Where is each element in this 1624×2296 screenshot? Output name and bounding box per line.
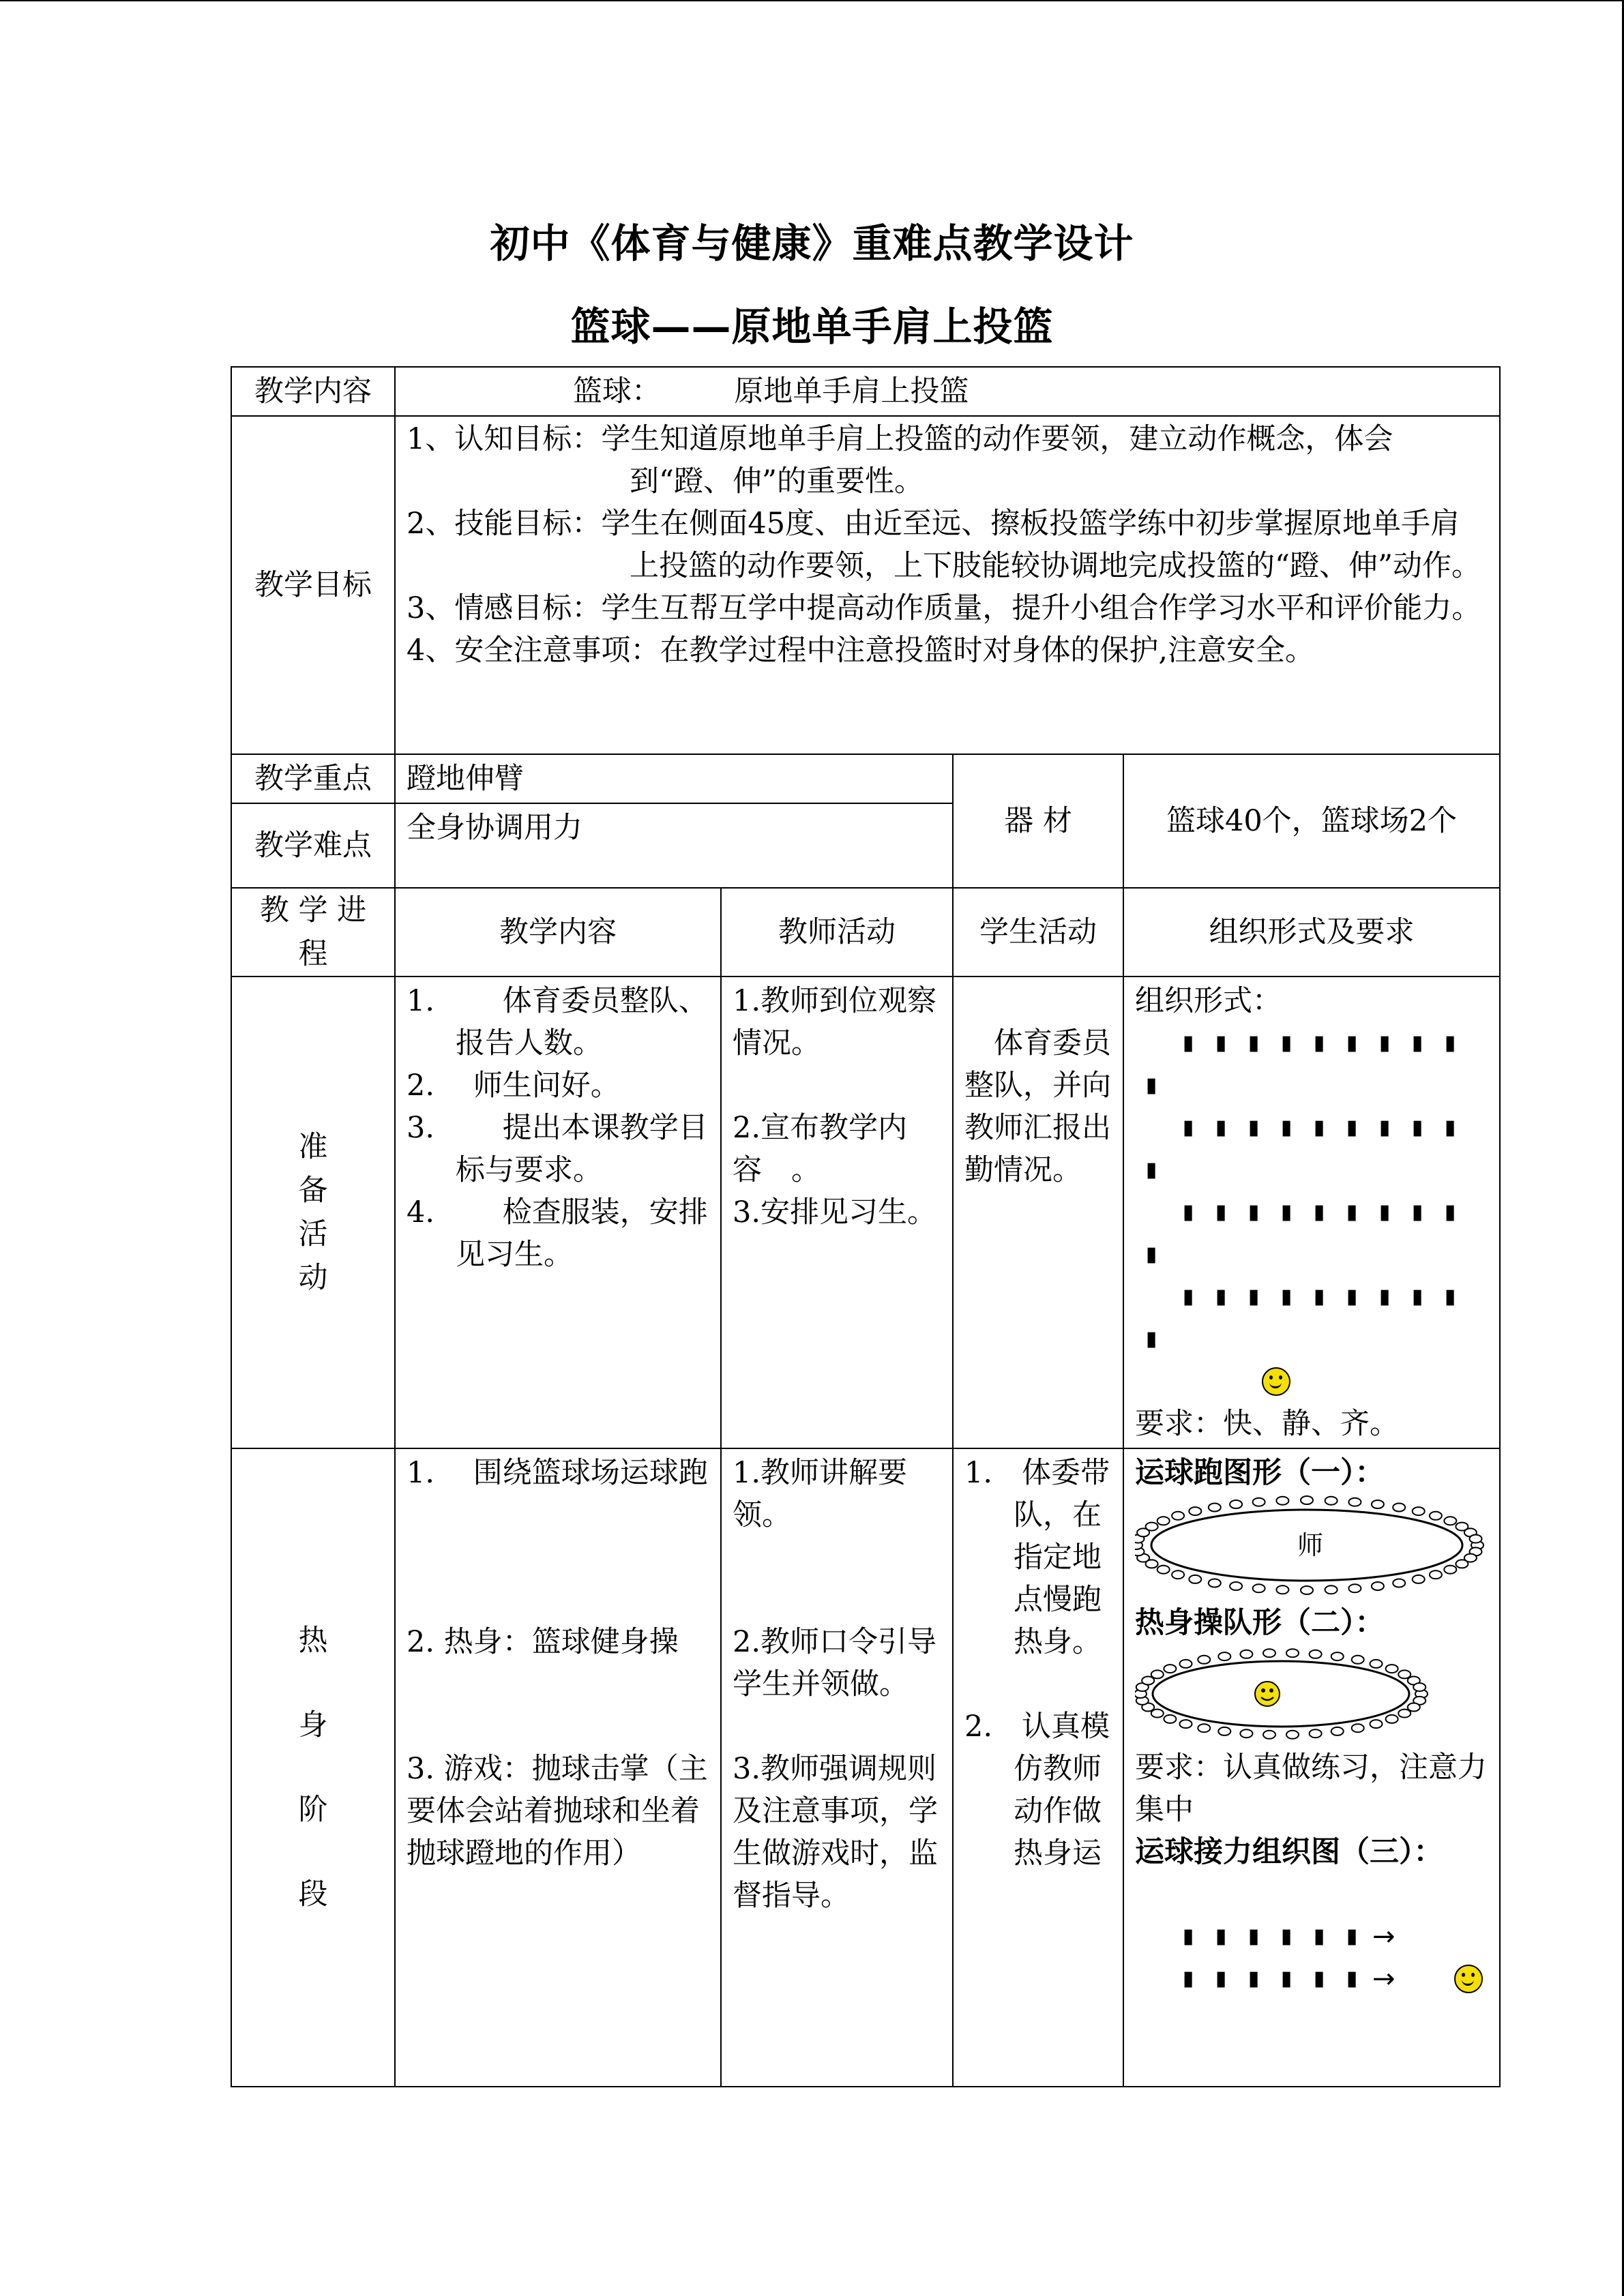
- student-marker-icon: [1470, 1535, 1482, 1543]
- header-student: 学生活动: [953, 888, 1123, 976]
- figure-1-title: 运球跑图形（一）：: [1135, 1456, 1385, 1490]
- content-value: [395, 367, 1500, 416]
- student-marker-icon: [1240, 1650, 1252, 1658]
- formation-row-tail: [1135, 1149, 1488, 1191]
- header-teacher: 教师活动: [721, 888, 953, 976]
- student-marker-icon: [1263, 1731, 1275, 1739]
- person-icon: ▮: [1346, 1200, 1358, 1224]
- list-item: 2. 师生问好。: [407, 1069, 620, 1103]
- student-marker-icon: [1230, 1500, 1242, 1508]
- formation-row: [1135, 1022, 1488, 1064]
- student-marker-icon: [1301, 1496, 1313, 1504]
- student-marker-icon: [1393, 1504, 1405, 1512]
- person-icon: ▮: [1182, 1924, 1194, 1948]
- student-marker-icon: [1413, 1575, 1425, 1583]
- student-marker-icon: [1444, 1517, 1456, 1525]
- key-point-value: 蹬地伸臂: [395, 754, 953, 803]
- student-marker-icon: [1172, 1570, 1184, 1579]
- student-marker-icon: [1393, 1579, 1405, 1587]
- person-icon: ▮: [1346, 1967, 1358, 1991]
- student-marker-icon: [1209, 1504, 1221, 1512]
- warmup-teacher: [721, 1448, 953, 2087]
- student-marker-icon: [1240, 1729, 1252, 1738]
- equipment-value: 篮球40个，篮球场2个: [1123, 754, 1500, 888]
- row-content: [231, 367, 1500, 416]
- row-process-header: [231, 888, 1500, 976]
- page-top-border: [0, 0, 1624, 1]
- student-marker-icon: [1146, 1523, 1158, 1531]
- objective-safety: 4、安全注意事项：在教学过程中注意投篮时对身体的保护,注意安全。: [407, 633, 1315, 668]
- equipment-label: 器 材: [953, 754, 1123, 888]
- key-point-label: 教学重点: [231, 754, 395, 803]
- student-marker-icon: [1352, 1656, 1364, 1664]
- figure-2-title: 热身操队形（二）：: [1135, 1606, 1385, 1640]
- student-marker-icon: [1286, 1731, 1299, 1739]
- relay-diagram: [1135, 1915, 1488, 2000]
- person-icon: ▮: [1411, 1200, 1423, 1224]
- student-marker-icon: [1198, 1724, 1210, 1732]
- person-icon: ▮: [1145, 1242, 1157, 1266]
- student-marker-icon: [1253, 1584, 1265, 1592]
- prep-content: [395, 976, 721, 1448]
- content-label: 教学内容: [231, 367, 395, 416]
- formation-oval: [1153, 1661, 1409, 1727]
- student-ring: [1135, 1649, 1428, 1739]
- objective-skill: 2、技能目标：学生在侧面45度、由近至远、擦板投篮学练中初步掌握原地单手肩上投篮的动作要领，上下肢能较协调地完成投篮的“蹬、伸”动作。: [407, 507, 1481, 583]
- person-icon: ▮: [1182, 1967, 1194, 1991]
- content-prefix: 篮球：: [573, 374, 661, 408]
- formation-row-tail: [1135, 1064, 1488, 1107]
- student-marker-icon: [1430, 1570, 1442, 1579]
- person-icon: ▮: [1182, 1285, 1194, 1309]
- row-preparation: [231, 976, 1500, 1448]
- student-marker-icon: [1151, 1670, 1164, 1678]
- dribble-run-oval-diagram: [1135, 1494, 1490, 1596]
- student-marker-icon: [1444, 1566, 1456, 1574]
- person-icon: ▮: [1280, 1031, 1293, 1055]
- student-marker-icon: [1151, 1710, 1164, 1718]
- student-marker-icon: [1218, 1652, 1230, 1660]
- list-item: 3.教师强调规则及注意事项，学生做游戏时，监督指导。: [733, 1752, 938, 1913]
- person-icon: ▮: [1145, 1073, 1157, 1097]
- list-item: 1. 体委带队，在指定地点慢跑热身。: [964, 1456, 1110, 1659]
- relay-row: [1135, 1915, 1488, 1958]
- student-marker-icon: [1157, 1517, 1170, 1525]
- person-icon: ▮: [1280, 1967, 1293, 1991]
- teacher-smiley-icon: [1454, 1965, 1483, 1993]
- objective-cognitive: 1、认知目标：学生知道原地单手肩上投篮的动作要领，建立动作概念，体会到“蹬、伸”的重要性。: [407, 422, 1393, 498]
- person-icon: ▮: [1280, 1200, 1293, 1224]
- person-icon: ▮: [1411, 1031, 1423, 1055]
- formation-row: [1135, 1191, 1488, 1234]
- document-subtitle: 篮球——原地单手肩上投篮: [570, 303, 1054, 350]
- student-marker-icon: [1263, 1649, 1275, 1657]
- student-marker-icon: [1310, 1729, 1322, 1738]
- person-icon: ▮: [1411, 1285, 1423, 1309]
- warmup-formation-diagram: [1135, 1644, 1449, 1746]
- org-requirement: 要求：认真做练习，注意力集中: [1135, 1750, 1487, 1827]
- list-item: 2. 认真模仿教师动作做热身运: [964, 1710, 1110, 1870]
- lesson-plan-table: [231, 366, 1501, 2087]
- arrow-icon: →: [1372, 1921, 1396, 1952]
- student-marker-icon: [1142, 1677, 1154, 1685]
- list-item: 2. 热身：篮球健身操: [407, 1625, 679, 1659]
- person-icon: ▮: [1444, 1031, 1456, 1055]
- list-item: 2.宣布教学内容 。: [733, 1111, 908, 1187]
- person-icon: ▮: [1313, 1967, 1325, 1991]
- person-icon: ▮: [1444, 1285, 1456, 1309]
- student-marker-icon: [1370, 1720, 1383, 1728]
- relay-row: [1135, 1958, 1488, 2000]
- student-marker-icon: [1276, 1497, 1288, 1505]
- warmup-organization: [1123, 1448, 1500, 2087]
- formation-diagram: [1135, 1022, 1488, 1360]
- student-marker-icon: [1189, 1507, 1201, 1515]
- student-marker-icon: [1301, 1586, 1313, 1594]
- person-icon: ▮: [1313, 1116, 1325, 1139]
- formation-row-tail: [1135, 1318, 1488, 1360]
- prep-organization: [1123, 976, 1500, 1448]
- header-organization: 组织形式及要求: [1123, 888, 1500, 976]
- prep-student: [953, 976, 1123, 1448]
- list-item: 1.教师到位观察情况。: [733, 984, 937, 1060]
- list-item: 1.教师讲解要领。: [733, 1456, 908, 1532]
- teacher-smiley-icon: [1262, 1367, 1290, 1396]
- person-icon: ▮: [1182, 1200, 1194, 1224]
- person-icon: ▮: [1215, 1967, 1227, 1991]
- student-marker-icon: [1348, 1584, 1361, 1592]
- person-icon: ▮: [1313, 1200, 1325, 1224]
- prep-teacher: [721, 976, 953, 1448]
- figure-3-title: 运球接力组织图（三）：: [1135, 1835, 1443, 1869]
- list-item: 2.教师口令引导学生并领做。: [733, 1625, 937, 1701]
- objective-affective: 3、情感目标：学生互帮互学中提高动作质量，提升小组合作学习水平和评价能力。: [407, 591, 1481, 625]
- person-icon: ▮: [1247, 1967, 1260, 1991]
- person-icon: ▮: [1313, 1285, 1325, 1309]
- warmup-student: [953, 1448, 1123, 2087]
- prep-label: 准 备 活 动: [231, 976, 395, 1448]
- person-icon: ▮: [1280, 1116, 1293, 1139]
- row-warmup: [231, 1448, 1500, 2087]
- student-marker-icon: [1198, 1656, 1210, 1664]
- student-marker-icon: [1164, 1665, 1176, 1673]
- student-marker-icon: [1164, 1715, 1176, 1723]
- person-icon: ▮: [1313, 1924, 1325, 1948]
- content-main: 原地单手肩上投篮: [734, 374, 969, 408]
- student-marker-icon: [1157, 1566, 1170, 1574]
- student-marker-icon: [1386, 1715, 1398, 1723]
- student-marker-icon: [1209, 1579, 1221, 1587]
- formation-row: [1135, 1107, 1488, 1149]
- difficulty-label: 教学难点: [231, 803, 395, 888]
- student-marker-icon: [1172, 1512, 1184, 1520]
- person-icon: ▮: [1182, 1116, 1194, 1139]
- person-icon: ▮: [1215, 1924, 1227, 1948]
- warmup-content: [395, 1448, 721, 2087]
- student-marker-icon: [1325, 1585, 1338, 1594]
- student-marker-icon: [1456, 1560, 1468, 1568]
- warmup-label: 热 身 阶 段: [231, 1448, 395, 2087]
- student-marker-icon: [1352, 1724, 1364, 1732]
- person-icon: ▮: [1346, 1031, 1358, 1055]
- person-icon: ▮: [1346, 1285, 1358, 1309]
- person-icon: ▮: [1247, 1285, 1260, 1309]
- student-marker-icon: [1180, 1720, 1192, 1728]
- list-item: 1. 围绕篮球场运球跑: [407, 1456, 708, 1490]
- person-icon: ▮: [1145, 1327, 1157, 1351]
- person-icon: ▮: [1346, 1116, 1358, 1139]
- student-marker-icon: [1372, 1500, 1384, 1508]
- list-item: 3.安排见习生。: [733, 1195, 937, 1229]
- formation-row: [1135, 1276, 1488, 1318]
- person-icon: ▮: [1247, 1200, 1260, 1224]
- person-icon: ▮: [1313, 1031, 1325, 1055]
- list-item: 1. 体育委员整队、报告人数。: [407, 984, 708, 1060]
- student-marker-icon: [1348, 1498, 1361, 1506]
- objectives-list: [395, 416, 1500, 754]
- student-marker-icon: [1230, 1582, 1242, 1590]
- student-marker-icon: [1253, 1498, 1265, 1506]
- person-icon: ▮: [1280, 1924, 1293, 1948]
- student-marker-icon: [1325, 1497, 1338, 1505]
- student-marker-icon: [1413, 1507, 1425, 1515]
- list-item: 3. 游戏：抛球击掌（主要体会站着抛球和坐着抛球蹬地的作用）: [407, 1752, 708, 1870]
- person-icon: ▮: [1215, 1116, 1227, 1139]
- student-marker-icon: [1372, 1582, 1384, 1590]
- list-item: 4. 检查服装，安排见习生。: [407, 1195, 708, 1272]
- center-smiley-icon: [1255, 1682, 1280, 1706]
- list-item: 3. 提出本课教学目标与要求。: [407, 1111, 708, 1187]
- objectives-label: 教学目标: [231, 416, 395, 754]
- student-marker-icon: [1413, 1683, 1426, 1691]
- person-icon: ▮: [1444, 1200, 1456, 1224]
- person-icon: ▮: [1182, 1031, 1194, 1055]
- student-marker-icon: [1189, 1575, 1201, 1583]
- person-icon: ▮: [1247, 1924, 1260, 1948]
- student-activity: 体育委员整队，并向教师汇报出勤情况。: [964, 1026, 1111, 1187]
- student-marker-icon: [1430, 1512, 1442, 1520]
- person-icon: ▮: [1346, 1924, 1358, 1948]
- row-objectives: [231, 416, 1500, 754]
- org-requirement: 要求：快、静、齐。: [1135, 1407, 1399, 1441]
- student-marker-icon: [1331, 1727, 1344, 1735]
- header-content: 教学内容: [395, 888, 721, 976]
- student-marker-icon: [1386, 1665, 1398, 1673]
- person-icon: ▮: [1411, 1116, 1423, 1139]
- person-icon: ▮: [1444, 1116, 1456, 1139]
- student-marker-icon: [1218, 1727, 1230, 1735]
- arrow-icon: →: [1372, 1963, 1396, 1995]
- person-icon: ▮: [1215, 1285, 1227, 1309]
- person-icon: ▮: [1280, 1285, 1293, 1309]
- row-key-point: [231, 754, 1500, 803]
- person-icon: ▮: [1215, 1200, 1227, 1224]
- student-marker-icon: [1408, 1703, 1420, 1712]
- student-marker-icon: [1398, 1710, 1411, 1718]
- formation-row-tail: [1135, 1234, 1488, 1276]
- student-marker-icon: [1276, 1585, 1288, 1594]
- teacher-mark: 师: [1297, 1530, 1324, 1560]
- person-icon: ▮: [1145, 1158, 1157, 1182]
- person-icon: ▮: [1378, 1200, 1391, 1224]
- student-marker-icon: [1398, 1670, 1411, 1678]
- org-title: 组织形式：: [1135, 984, 1282, 1018]
- person-icon: ▮: [1378, 1285, 1391, 1309]
- student-marker-icon: [1180, 1660, 1192, 1668]
- student-marker-icon: [1310, 1650, 1322, 1658]
- person-icon: ▮: [1215, 1031, 1227, 1055]
- person-icon: ▮: [1247, 1031, 1260, 1055]
- student-marker-icon: [1331, 1652, 1344, 1660]
- person-icon: ▮: [1247, 1116, 1260, 1139]
- document-title: 初中《体育与健康》重难点教学设计: [490, 220, 1134, 267]
- process-label: 教 学 进 程: [231, 888, 395, 976]
- student-marker-icon: [1370, 1660, 1383, 1668]
- difficulty-value: 全身协调用力: [395, 803, 953, 888]
- student-marker-icon: [1286, 1649, 1299, 1657]
- person-icon: ▮: [1378, 1116, 1391, 1139]
- person-icon: ▮: [1378, 1031, 1391, 1055]
